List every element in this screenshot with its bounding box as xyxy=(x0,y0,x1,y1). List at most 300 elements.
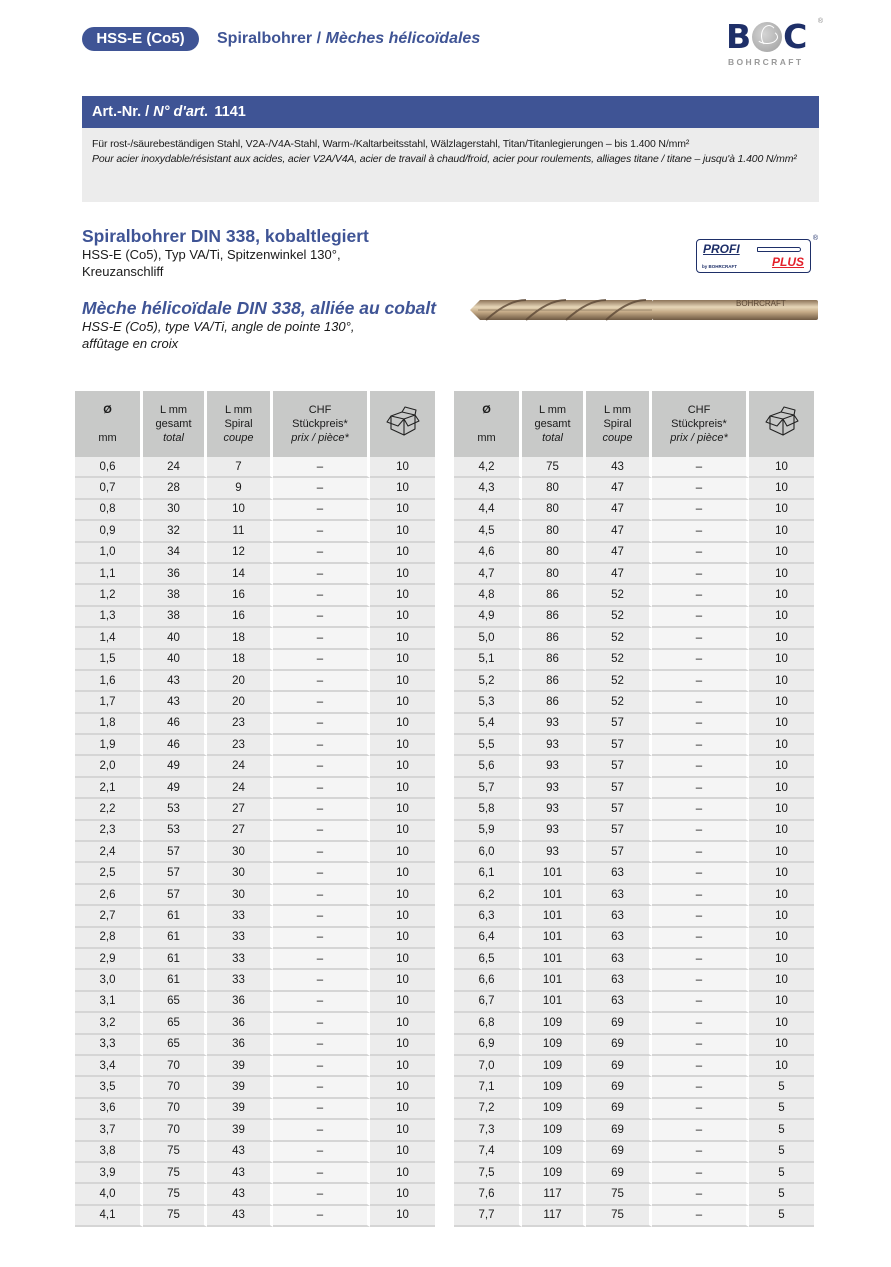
diameter-cell: 4,1 xyxy=(75,1206,143,1227)
diameter-cell: 6,6 xyxy=(454,970,522,991)
price-cell: – xyxy=(652,992,749,1013)
material-badge: HSS-E (Co5) xyxy=(82,27,199,51)
diameter-cell: 4,9 xyxy=(454,607,522,628)
box-icon xyxy=(385,404,421,440)
total-length-cell: 57 xyxy=(143,842,207,863)
spiral-length-cell: 63 xyxy=(586,928,652,949)
spiral-length-cell: 43 xyxy=(207,1142,273,1163)
diameter-cell: 7,0 xyxy=(454,1056,522,1077)
spiral-length-cell: 43 xyxy=(207,1163,273,1184)
total-length-cell: 93 xyxy=(522,799,586,820)
diameter-cell: 1,6 xyxy=(75,671,143,692)
table-row xyxy=(75,1120,435,1141)
table-row xyxy=(454,756,814,777)
diameter-unit: mm xyxy=(98,432,117,444)
table-row xyxy=(75,564,435,585)
article-label-fr: N° d'art. xyxy=(153,104,209,120)
col-spiral-length xyxy=(207,391,273,457)
spiral-length-cell: 33 xyxy=(207,949,273,970)
price-cell: – xyxy=(273,992,370,1013)
diameter-cell: 5,5 xyxy=(454,735,522,756)
table-row xyxy=(454,628,814,649)
pack-qty-cell: 10 xyxy=(370,1163,435,1184)
diameter-cell: 4,8 xyxy=(454,585,522,606)
spiral-length-cell: 69 xyxy=(586,1099,652,1120)
pack-qty-cell: 10 xyxy=(370,478,435,499)
diameter-unit: mm xyxy=(477,432,496,444)
diameter-cell: 5,0 xyxy=(454,628,522,649)
total-length-cell: 86 xyxy=(522,671,586,692)
spiral-length-cell: 52 xyxy=(586,628,652,649)
header-text: coupe xyxy=(602,432,633,444)
diameter-cell: 7,7 xyxy=(454,1206,522,1227)
profi-label: PROFI xyxy=(703,242,740,256)
pack-qty-cell: 10 xyxy=(370,1077,435,1098)
price-cell: – xyxy=(273,1077,370,1098)
price-cell: – xyxy=(652,1206,749,1227)
total-length-cell: 43 xyxy=(143,692,207,713)
table-row xyxy=(454,778,814,799)
diameter-cell: 6,7 xyxy=(454,992,522,1013)
pack-qty-cell: 5 xyxy=(749,1206,814,1227)
spiral-length-cell: 47 xyxy=(586,564,652,585)
pack-qty-cell: 10 xyxy=(370,1056,435,1077)
pack-qty-cell: 10 xyxy=(749,992,814,1013)
pack-qty-cell: 5 xyxy=(749,1184,814,1205)
product-title-de: Spiralbohrer DIN 338, kobaltlegiert xyxy=(82,226,369,246)
spiral-length-cell: 39 xyxy=(207,1120,273,1141)
spiral-length-cell: 36 xyxy=(207,1035,273,1056)
total-length-cell: 57 xyxy=(143,863,207,884)
total-length-cell: 70 xyxy=(143,1099,207,1120)
pack-qty-cell: 10 xyxy=(370,756,435,777)
header-text: total xyxy=(163,432,184,444)
diameter-cell: 4,0 xyxy=(75,1184,143,1205)
diameter-cell: 3,0 xyxy=(75,970,143,991)
header-text: coupe xyxy=(223,432,254,444)
total-length-cell: 80 xyxy=(522,500,586,521)
price-cell: – xyxy=(652,1035,749,1056)
pack-qty-cell: 10 xyxy=(749,885,814,906)
total-length-cell: 49 xyxy=(143,778,207,799)
table-row xyxy=(75,799,435,820)
diameter-symbol: Ø xyxy=(482,404,491,416)
diameter-cell: 2,6 xyxy=(75,885,143,906)
table-row xyxy=(75,671,435,692)
price-cell: – xyxy=(652,692,749,713)
table-row xyxy=(454,885,814,906)
spiral-length-cell: 36 xyxy=(207,1013,273,1034)
table-row xyxy=(75,692,435,713)
table-row xyxy=(454,714,814,735)
pack-qty-cell: 10 xyxy=(749,863,814,884)
spiral-length-cell: 63 xyxy=(586,992,652,1013)
table-row xyxy=(75,607,435,628)
table-row xyxy=(454,457,814,478)
total-length-cell: 65 xyxy=(143,1035,207,1056)
total-length-cell: 93 xyxy=(522,756,586,777)
table-row xyxy=(454,1056,814,1077)
price-cell: – xyxy=(652,628,749,649)
price-cell: – xyxy=(652,799,749,820)
spiral-length-cell: 33 xyxy=(207,970,273,991)
table-row xyxy=(454,671,814,692)
diameter-cell: 5,9 xyxy=(454,821,522,842)
price-cell: – xyxy=(652,457,749,478)
total-length-cell: 75 xyxy=(143,1163,207,1184)
price-cell: – xyxy=(273,799,370,820)
header-text: gesamt xyxy=(534,418,571,430)
table-row xyxy=(454,863,814,884)
table-row xyxy=(454,821,814,842)
price-cell: – xyxy=(652,778,749,799)
spiral-length-cell: 63 xyxy=(586,885,652,906)
total-length-cell: 101 xyxy=(522,970,586,991)
total-length-cell: 93 xyxy=(522,821,586,842)
pack-qty-cell: 10 xyxy=(749,821,814,842)
diameter-cell: 5,3 xyxy=(454,692,522,713)
price-cell: – xyxy=(273,1120,370,1141)
logo-subtitle: BOHRCRAFT xyxy=(728,57,804,67)
pack-qty-cell: 10 xyxy=(370,949,435,970)
table-row xyxy=(454,564,814,585)
logo-letter-b: B xyxy=(726,17,752,56)
total-length-cell: 101 xyxy=(522,863,586,884)
col-pack-qty xyxy=(749,391,814,457)
price-cell: – xyxy=(273,521,370,542)
diameter-cell: 4,6 xyxy=(454,543,522,564)
pack-qty-cell: 10 xyxy=(370,628,435,649)
header-text: gesamt xyxy=(155,418,192,430)
col-pack-qty xyxy=(370,391,435,457)
article-number: 1141 xyxy=(214,104,246,120)
price-cell: – xyxy=(273,585,370,606)
diameter-cell: 6,3 xyxy=(454,906,522,927)
price-cell: – xyxy=(273,1099,370,1120)
pack-qty-cell: 10 xyxy=(749,842,814,863)
table-row xyxy=(75,1163,435,1184)
diameter-cell: 7,4 xyxy=(454,1142,522,1163)
spiral-length-cell: 39 xyxy=(207,1056,273,1077)
pack-qty-cell: 10 xyxy=(370,607,435,628)
total-length-cell: 61 xyxy=(143,906,207,927)
spiral-length-cell: 39 xyxy=(207,1099,273,1120)
spiral-length-cell: 52 xyxy=(586,607,652,628)
bohrcraft-logo xyxy=(726,17,823,68)
price-cell: – xyxy=(652,1056,749,1077)
title-separator: / xyxy=(312,30,326,47)
table-row xyxy=(454,992,814,1013)
box-icon xyxy=(764,404,800,440)
total-length-cell: 86 xyxy=(522,650,586,671)
total-length-cell: 109 xyxy=(522,1120,586,1141)
spiral-length-cell: 47 xyxy=(586,478,652,499)
pack-qty-cell: 10 xyxy=(749,692,814,713)
total-length-cell: 75 xyxy=(143,1184,207,1205)
size-table-right xyxy=(454,391,814,1227)
total-length-cell: 101 xyxy=(522,928,586,949)
spiral-length-cell: 69 xyxy=(586,1142,652,1163)
spiral-length-cell: 27 xyxy=(207,821,273,842)
diameter-symbol: Ø xyxy=(103,404,112,416)
pack-qty-cell: 5 xyxy=(749,1077,814,1098)
pack-qty-cell: 10 xyxy=(749,521,814,542)
spiral-length-cell: 33 xyxy=(207,928,273,949)
spiral-length-cell: 30 xyxy=(207,885,273,906)
table-row xyxy=(454,1206,814,1227)
pack-qty-cell: 10 xyxy=(370,821,435,842)
price-cell: – xyxy=(273,692,370,713)
diameter-cell: 2,9 xyxy=(75,949,143,970)
price-cell: – xyxy=(273,714,370,735)
price-cell: – xyxy=(273,756,370,777)
table-row xyxy=(454,1013,814,1034)
total-length-cell: 109 xyxy=(522,1013,586,1034)
spiral-length-cell: 9 xyxy=(207,478,273,499)
diameter-cell: 0,8 xyxy=(75,500,143,521)
diameter-cell: 2,8 xyxy=(75,928,143,949)
pack-qty-cell: 10 xyxy=(370,1035,435,1056)
total-length-cell: 86 xyxy=(522,692,586,713)
diameter-cell: 4,2 xyxy=(454,457,522,478)
pack-qty-cell: 10 xyxy=(370,970,435,991)
diameter-cell: 6,1 xyxy=(454,863,522,884)
pack-qty-cell: 10 xyxy=(749,1035,814,1056)
total-length-cell: 93 xyxy=(522,735,586,756)
pack-qty-cell: 10 xyxy=(370,906,435,927)
table-row xyxy=(454,1120,814,1141)
table-row xyxy=(75,543,435,564)
table-row xyxy=(75,821,435,842)
table-row xyxy=(454,970,814,991)
pack-qty-cell: 10 xyxy=(370,1206,435,1227)
table-row xyxy=(75,735,435,756)
diameter-cell: 5,7 xyxy=(454,778,522,799)
total-length-cell: 93 xyxy=(522,714,586,735)
header-text: Stückpreis* xyxy=(671,418,727,430)
category-title-fr: Mèches hélicoïdales xyxy=(325,30,481,47)
col-total-length xyxy=(143,391,207,457)
total-length-cell: 86 xyxy=(522,585,586,606)
total-length-cell: 109 xyxy=(522,1035,586,1056)
diameter-cell: 3,7 xyxy=(75,1120,143,1141)
pack-qty-cell: 10 xyxy=(749,714,814,735)
diameter-cell: 4,7 xyxy=(454,564,522,585)
pack-qty-cell: 10 xyxy=(370,885,435,906)
diameter-cell: 5,6 xyxy=(454,756,522,777)
spiral-length-cell: 69 xyxy=(586,1013,652,1034)
table-row xyxy=(454,906,814,927)
profi-registered-mark: ® xyxy=(812,235,818,242)
total-length-cell: 53 xyxy=(143,799,207,820)
spiral-length-cell: 63 xyxy=(586,863,652,884)
header-text: CHF xyxy=(687,404,711,416)
table-row xyxy=(75,457,435,478)
pack-qty-cell: 10 xyxy=(370,992,435,1013)
drill-engraving: BOHRCRAFT xyxy=(736,299,786,308)
diameter-cell: 7,1 xyxy=(454,1077,522,1098)
price-cell: – xyxy=(652,842,749,863)
total-length-cell: 101 xyxy=(522,885,586,906)
table-row xyxy=(75,1099,435,1120)
price-cell: – xyxy=(273,1206,370,1227)
table-row xyxy=(75,650,435,671)
spiral-length-cell: 39 xyxy=(207,1077,273,1098)
price-cell: – xyxy=(652,500,749,521)
price-cell: – xyxy=(273,650,370,671)
table-row xyxy=(454,521,814,542)
col-unit-price xyxy=(652,391,749,457)
spiral-length-cell: 23 xyxy=(207,714,273,735)
spiral-length-cell: 69 xyxy=(586,1120,652,1141)
total-length-cell: 61 xyxy=(143,970,207,991)
table-row xyxy=(75,500,435,521)
spiral-length-cell: 75 xyxy=(586,1206,652,1227)
spiral-length-cell: 24 xyxy=(207,778,273,799)
spiral-length-cell: 63 xyxy=(586,906,652,927)
price-cell: – xyxy=(273,735,370,756)
price-cell: – xyxy=(652,821,749,842)
pack-qty-cell: 10 xyxy=(370,457,435,478)
table-row xyxy=(75,1013,435,1034)
table-row xyxy=(454,842,814,863)
price-cell: – xyxy=(652,863,749,884)
diameter-cell: 3,9 xyxy=(75,1163,143,1184)
diameter-cell: 3,5 xyxy=(75,1077,143,1098)
table-row xyxy=(75,928,435,949)
spiral-length-cell: 16 xyxy=(207,607,273,628)
price-cell: – xyxy=(652,906,749,927)
total-length-cell: 93 xyxy=(522,778,586,799)
total-length-cell: 101 xyxy=(522,949,586,970)
product-info xyxy=(82,226,462,352)
spiral-length-cell: 52 xyxy=(586,692,652,713)
diameter-cell: 7,2 xyxy=(454,1099,522,1120)
spiral-length-cell: 57 xyxy=(586,821,652,842)
spiral-length-cell: 47 xyxy=(586,543,652,564)
pack-qty-cell: 10 xyxy=(370,1142,435,1163)
header-text: L mm xyxy=(224,404,253,416)
pack-qty-cell: 5 xyxy=(749,1163,814,1184)
diameter-cell: 6,8 xyxy=(454,1013,522,1034)
price-cell: – xyxy=(273,1184,370,1205)
total-length-cell: 80 xyxy=(522,478,586,499)
pack-qty-cell: 10 xyxy=(370,714,435,735)
spiral-length-cell: 57 xyxy=(586,799,652,820)
pack-qty-cell: 10 xyxy=(370,543,435,564)
diameter-cell: 1,9 xyxy=(75,735,143,756)
pack-qty-cell: 10 xyxy=(370,928,435,949)
diameter-cell: 3,8 xyxy=(75,1142,143,1163)
total-length-cell: 24 xyxy=(143,457,207,478)
total-length-cell: 109 xyxy=(522,1056,586,1077)
spiral-length-cell: 10 xyxy=(207,500,273,521)
table-row xyxy=(75,1035,435,1056)
diameter-cell: 1,8 xyxy=(75,714,143,735)
price-cell: – xyxy=(273,564,370,585)
price-cell: – xyxy=(652,671,749,692)
price-cell: – xyxy=(652,1142,749,1163)
table-row xyxy=(454,585,814,606)
price-cell: – xyxy=(273,778,370,799)
header-text: L mm xyxy=(603,404,632,416)
table-row xyxy=(454,1099,814,1120)
spiral-length-cell: 14 xyxy=(207,564,273,585)
diameter-cell: 6,5 xyxy=(454,949,522,970)
plus-label: PLUS xyxy=(771,255,804,269)
price-cell: – xyxy=(273,906,370,927)
table-row xyxy=(454,543,814,564)
total-length-cell: 80 xyxy=(522,543,586,564)
spiral-length-cell: 43 xyxy=(207,1184,273,1205)
table-row xyxy=(454,607,814,628)
total-length-cell: 117 xyxy=(522,1184,586,1205)
total-length-cell: 61 xyxy=(143,928,207,949)
table-body-right xyxy=(454,457,814,1227)
table-row xyxy=(75,1206,435,1227)
spiral-length-cell: 11 xyxy=(207,521,273,542)
diameter-cell: 7,3 xyxy=(454,1120,522,1141)
product-spec-fr-1: HSS-E (Co5), type VA/Ti, angle de pointe 130°, xyxy=(82,319,355,334)
table-row xyxy=(75,842,435,863)
spiral-length-cell: 63 xyxy=(586,949,652,970)
diameter-cell: 4,3 xyxy=(454,478,522,499)
pack-qty-cell: 10 xyxy=(749,1056,814,1077)
diameter-cell: 2,7 xyxy=(75,906,143,927)
pack-qty-cell: 10 xyxy=(370,521,435,542)
spiral-length-cell: 18 xyxy=(207,628,273,649)
total-length-cell: 75 xyxy=(143,1142,207,1163)
mini-drill-icon xyxy=(757,247,801,252)
price-cell: – xyxy=(652,1120,749,1141)
pack-qty-cell: 10 xyxy=(749,671,814,692)
total-length-cell: 38 xyxy=(143,585,207,606)
description-de: Für rost-/säurebeständigen Stahl, V2A-/V4A-Stahl, Warm-/Kaltarbeitsstahl, Wälzlagerstahl, Titan/Titanlegierungen – bis 1.400 N/mm² xyxy=(92,138,690,150)
header-text: Stückpreis* xyxy=(292,418,348,430)
price-cell: – xyxy=(273,628,370,649)
table-row xyxy=(454,1163,814,1184)
total-length-cell: 75 xyxy=(143,1206,207,1227)
price-cell: – xyxy=(273,928,370,949)
price-cell: – xyxy=(273,607,370,628)
pack-qty-cell: 10 xyxy=(749,928,814,949)
diameter-cell: 1,3 xyxy=(75,607,143,628)
table-row xyxy=(75,992,435,1013)
price-cell: – xyxy=(652,585,749,606)
pack-qty-cell: 10 xyxy=(370,863,435,884)
col-total-length xyxy=(522,391,586,457)
product-spec-fr-2: affûtage en croix xyxy=(82,336,179,351)
logo-ball-icon xyxy=(752,22,782,52)
price-cell: – xyxy=(652,885,749,906)
profi-by-label: by BOHRCRAFT xyxy=(702,264,737,269)
diameter-cell: 1,4 xyxy=(75,628,143,649)
price-cell: – xyxy=(652,949,749,970)
table-row xyxy=(75,756,435,777)
price-cell: – xyxy=(652,928,749,949)
spiral-length-cell: 75 xyxy=(586,1184,652,1205)
table-row xyxy=(75,585,435,606)
spiral-length-cell: 63 xyxy=(586,970,652,991)
spiral-length-cell: 33 xyxy=(207,906,273,927)
price-cell: – xyxy=(273,949,370,970)
pack-qty-cell: 10 xyxy=(370,1184,435,1205)
pack-qty-cell: 10 xyxy=(749,949,814,970)
table-row xyxy=(454,1035,814,1056)
total-length-cell: 46 xyxy=(143,714,207,735)
total-length-cell: 109 xyxy=(522,1099,586,1120)
total-length-cell: 109 xyxy=(522,1077,586,1098)
